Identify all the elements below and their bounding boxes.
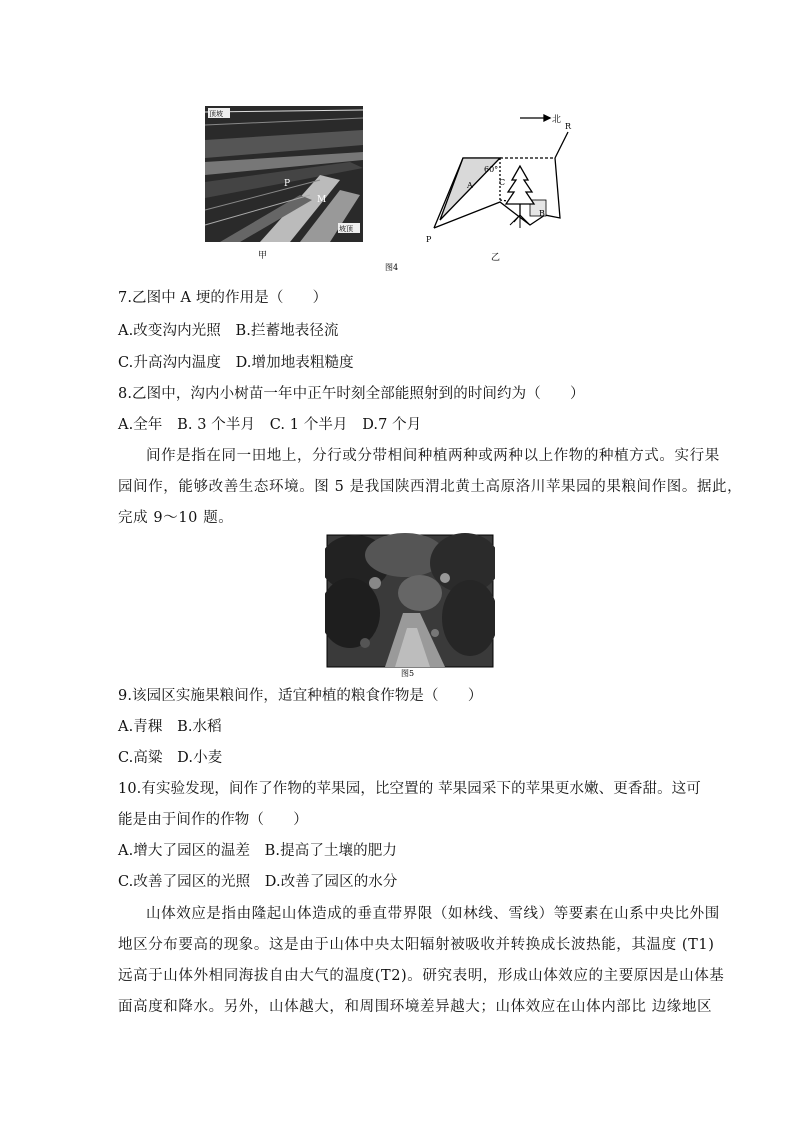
- figure-4-yi-label-a: A: [467, 181, 473, 190]
- figure-4-jia-label-bottom-right: 坡顶: [339, 225, 353, 233]
- passage-2-line-4: 面高度和降水。另外，山体越大，和周围环境差异越大；山体效应在山体内部比 边缘地区: [118, 999, 713, 1015]
- question-10-stem-2: 能是由于间作的作物（ ）: [118, 812, 308, 828]
- figure-4-jia-label-m: M: [317, 195, 327, 205]
- question-8-options: A.全年 B. 3 个半月 C. 1 个半月 D.7 个月: [118, 417, 422, 433]
- figure-5-caption: 图5: [401, 669, 415, 678]
- figure-4-caption-jia: 甲: [258, 251, 268, 261]
- figure-4-diagram-yi: [434, 115, 568, 228]
- figure-4-caption-yi: 乙: [491, 253, 501, 263]
- figure-4-yi-label-c: C: [499, 178, 506, 187]
- passage-1-line-2: 园间作，能够改善生态环境。图 5 是我国陕西渭北黄土高原洛川苹果园的果粮间作图。据此，: [118, 479, 743, 495]
- question-7-options-1: A.改变沟内光照 B.拦蓄地表径流: [118, 323, 339, 339]
- figure-4-yi-label-angle: 60°: [484, 165, 499, 174]
- figure-4-jia-label-top-left: 顶坡: [209, 110, 223, 118]
- question-9-options-1: A.青稞 B.水稻: [118, 719, 222, 735]
- figure-4-jia-label-p: P: [284, 179, 291, 189]
- passage-1-line-1: 间作是指在同一田地上，分行或分带相间种植两种或两种以上作物的种植方式。实行果: [146, 448, 720, 464]
- question-9-options-2: C.高粱 D.小麦: [118, 750, 223, 766]
- figure-4-caption: 图4: [385, 263, 399, 272]
- question-10-options-2: C.改善了园区的光照 D.改善了园区的水分: [118, 874, 398, 890]
- question-10-options-1: A.增大了园区的温差 B.提高了土壤的肥力: [118, 843, 397, 859]
- passage-1-line-3: 完成 9～10 题。: [118, 510, 234, 526]
- figure-4-yi-label-p: P: [426, 235, 432, 244]
- figure-4: [200, 100, 594, 275]
- figure-5-photo: [325, 533, 495, 667]
- passage-2-line-1: 山体效应是指由隆起山体造成的垂直带界限（如林线、雪线）等要素在山系中央比外围: [146, 906, 720, 922]
- question-9-stem: 9.该园区实施果粮间作，适宜种植的粮食作物是（ ）: [118, 688, 483, 704]
- question-10-stem-1: 10.有实验发现，间作了作物的苹果园，比空置的 苹果园采下的苹果更水嫩、更香甜。这可: [118, 781, 701, 797]
- question-7-stem: 7.乙图中 A 埂的作用是（ ）: [118, 290, 328, 306]
- figure-4-photo-jia: [205, 106, 363, 242]
- figure-4-yi-label-north: 北: [552, 115, 562, 125]
- passage-2-line-2: 地区分布要高的现象。这是由于山体中央太阳辐射被吸收并转换成长波热能，其温度 (T1): [118, 937, 715, 953]
- figure-4-yi-label-b: B: [539, 209, 545, 218]
- passage-2-line-3: 远高于山体外相同海拔自由大气的温度(T2)。研究表明，形成山体效应的主要原因是山体基: [118, 968, 725, 984]
- figure-5: [325, 533, 495, 678]
- figure-4-yi-label-r: R: [565, 122, 572, 131]
- question-8-stem: 8.乙图中，沟内小树苗一年中正午时刻全部能照射到的时间约为（ ）: [118, 386, 585, 402]
- question-7-options-2: C.升高沟内温度 D.增加地表粗糙度: [118, 355, 354, 371]
